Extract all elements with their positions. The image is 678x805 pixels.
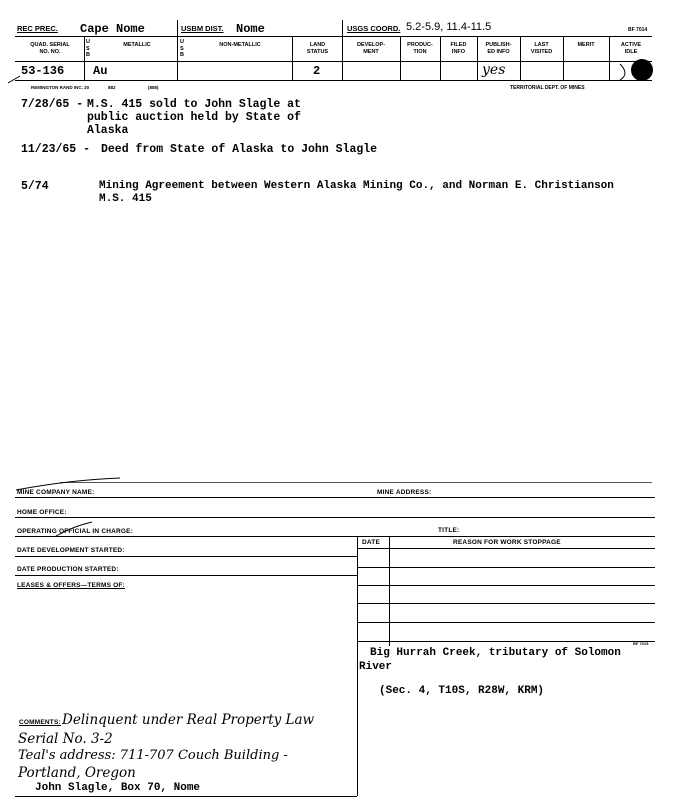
stoppage-header-rule	[357, 548, 655, 549]
usbm-dist-value: Nome	[236, 22, 265, 36]
col-quad-serial: QUAD. SERIAL NO. NO.	[30, 42, 70, 55]
col-divider	[84, 36, 85, 80]
data-row-rule	[15, 80, 652, 81]
date-dev-started-label: DATE DEVELOPMENT STARTED:	[17, 547, 125, 554]
entry-3-line-1: Mining Agreement between Western Alaska Mining Co., and Norman E. Christianson	[99, 180, 614, 192]
home-office-rule	[15, 517, 655, 518]
check-mark-icon	[6, 72, 28, 86]
row-land-status: 2	[313, 64, 321, 78]
stoppage-row-rule	[357, 641, 655, 642]
column-header-rule	[15, 61, 652, 62]
imprint-mid-1: 882	[108, 85, 116, 90]
col-published-info: PUBLISH- ED INFO	[485, 42, 512, 55]
operating-official-rule	[15, 536, 655, 537]
stoppage-table-left	[357, 536, 358, 796]
location-line-3: (Sec. 4, T10S, R28W, KRM)	[379, 685, 545, 697]
pen-stroke-icon	[54, 520, 94, 540]
form-number: BF 7014	[628, 27, 648, 33]
col-last-visited: LAST VISITED	[530, 42, 553, 55]
location-line-2: River	[359, 661, 393, 673]
comments-typed: John Slagle, Box 70, Nome	[35, 782, 201, 794]
date-prod-rule	[15, 575, 357, 576]
col-divider	[292, 36, 293, 80]
header-top-rule	[15, 36, 652, 37]
entry-1-line-3: Alaska	[87, 124, 129, 137]
location-line-1: Big Hurrah Creek, tributary of Solomon	[370, 647, 621, 659]
comments-handwritten-4: Portland, Oregon	[18, 765, 136, 781]
usgs-coord-label: USGS COORD.	[347, 24, 401, 33]
col-land-status: LAND STATUS	[306, 42, 329, 55]
home-office-label: HOME OFFICE:	[17, 509, 67, 516]
entry-1-line-1: M.S. 415 sold to John Slagle at	[87, 98, 301, 111]
col-non-metallic: NON-METALLIC	[219, 42, 261, 48]
usgs-coord-value: 5.2-5.9, 11.4-11.5	[406, 21, 492, 33]
rec-prec-value: Cape Nome	[80, 22, 145, 36]
row-quad-serial: 53-136	[21, 64, 65, 78]
lower-top-rule	[60, 482, 652, 483]
mine-address-label: MINE ADDRESS:	[377, 489, 432, 496]
entry-1-line-2: public auction held by State of	[87, 111, 301, 124]
imprint-right: TERRITORIAL DEPT. OF MINES	[510, 85, 585, 91]
entry-1-date: 7/28/65 -	[21, 98, 84, 111]
col-development: DEVELOP- MENT	[356, 42, 386, 55]
row-published-info: yes	[482, 62, 506, 78]
mine-company-name-label: MINE COMPANY NAME:	[17, 489, 95, 496]
stoppage-date-header: DATE	[362, 539, 381, 546]
form-number-2: BF 7015	[633, 641, 649, 646]
mine-company-rule	[15, 497, 655, 498]
stoppage-row-rule	[357, 567, 655, 568]
comments-bottom-rule	[15, 796, 357, 797]
row-metallic: Au	[93, 64, 108, 78]
stoppage-date-divider	[389, 536, 390, 646]
date-prod-started-label: DATE PRODUCTION STARTED:	[17, 566, 119, 573]
stoppage-reason-header: REASON FOR WORK STOPPAGE	[453, 539, 561, 546]
active-status-dot-icon	[616, 56, 656, 86]
entry-3-line-2: M.S. 415	[99, 193, 152, 205]
col-divider	[177, 20, 178, 80]
col-usb-2: U S B	[180, 39, 184, 58]
comments-label: COMMENTS:	[19, 719, 61, 726]
stoppage-row-rule	[357, 585, 655, 586]
imprint-left: REMINGTON RAND INC. 20	[31, 85, 90, 90]
col-usb-1: U S B	[86, 39, 90, 58]
entry-2-line-1: Deed from State of Alaska to John Slagle	[101, 143, 378, 156]
operating-official-label: OPERATING OFFICIAL IN CHARGE:	[17, 528, 134, 535]
comments-handwritten-3: Teal's address: 711-707 Couch Building -	[18, 748, 288, 763]
title-label: TITLE:	[438, 527, 460, 534]
leases-offers-label: LEASES & OFFERS—TERMS OF:	[17, 582, 125, 589]
comments-handwritten-2: Serial No. 3-2	[18, 731, 113, 747]
rec-prec-label: REC PREC.	[17, 24, 58, 33]
stoppage-row-rule	[357, 603, 655, 604]
usbm-dist-label: USBM DIST.	[181, 24, 224, 33]
col-production: PRODUC- TION	[407, 42, 433, 55]
stoppage-row-rule	[357, 622, 655, 623]
comments-handwritten-1: Delinquent under Real Property Law	[62, 712, 315, 728]
col-metallic: METALLIC	[123, 42, 151, 48]
col-active-idle: ACTIVE IDLE	[620, 42, 642, 55]
entry-3-date: 5/74	[21, 180, 49, 193]
imprint-mid-2: (888)	[148, 85, 159, 90]
col-filed-info: FILED INFO	[450, 42, 467, 55]
date-dev-rule	[15, 556, 357, 557]
col-merit: MERIT	[577, 42, 595, 48]
entry-2-date: 11/23/65 -	[21, 143, 91, 156]
